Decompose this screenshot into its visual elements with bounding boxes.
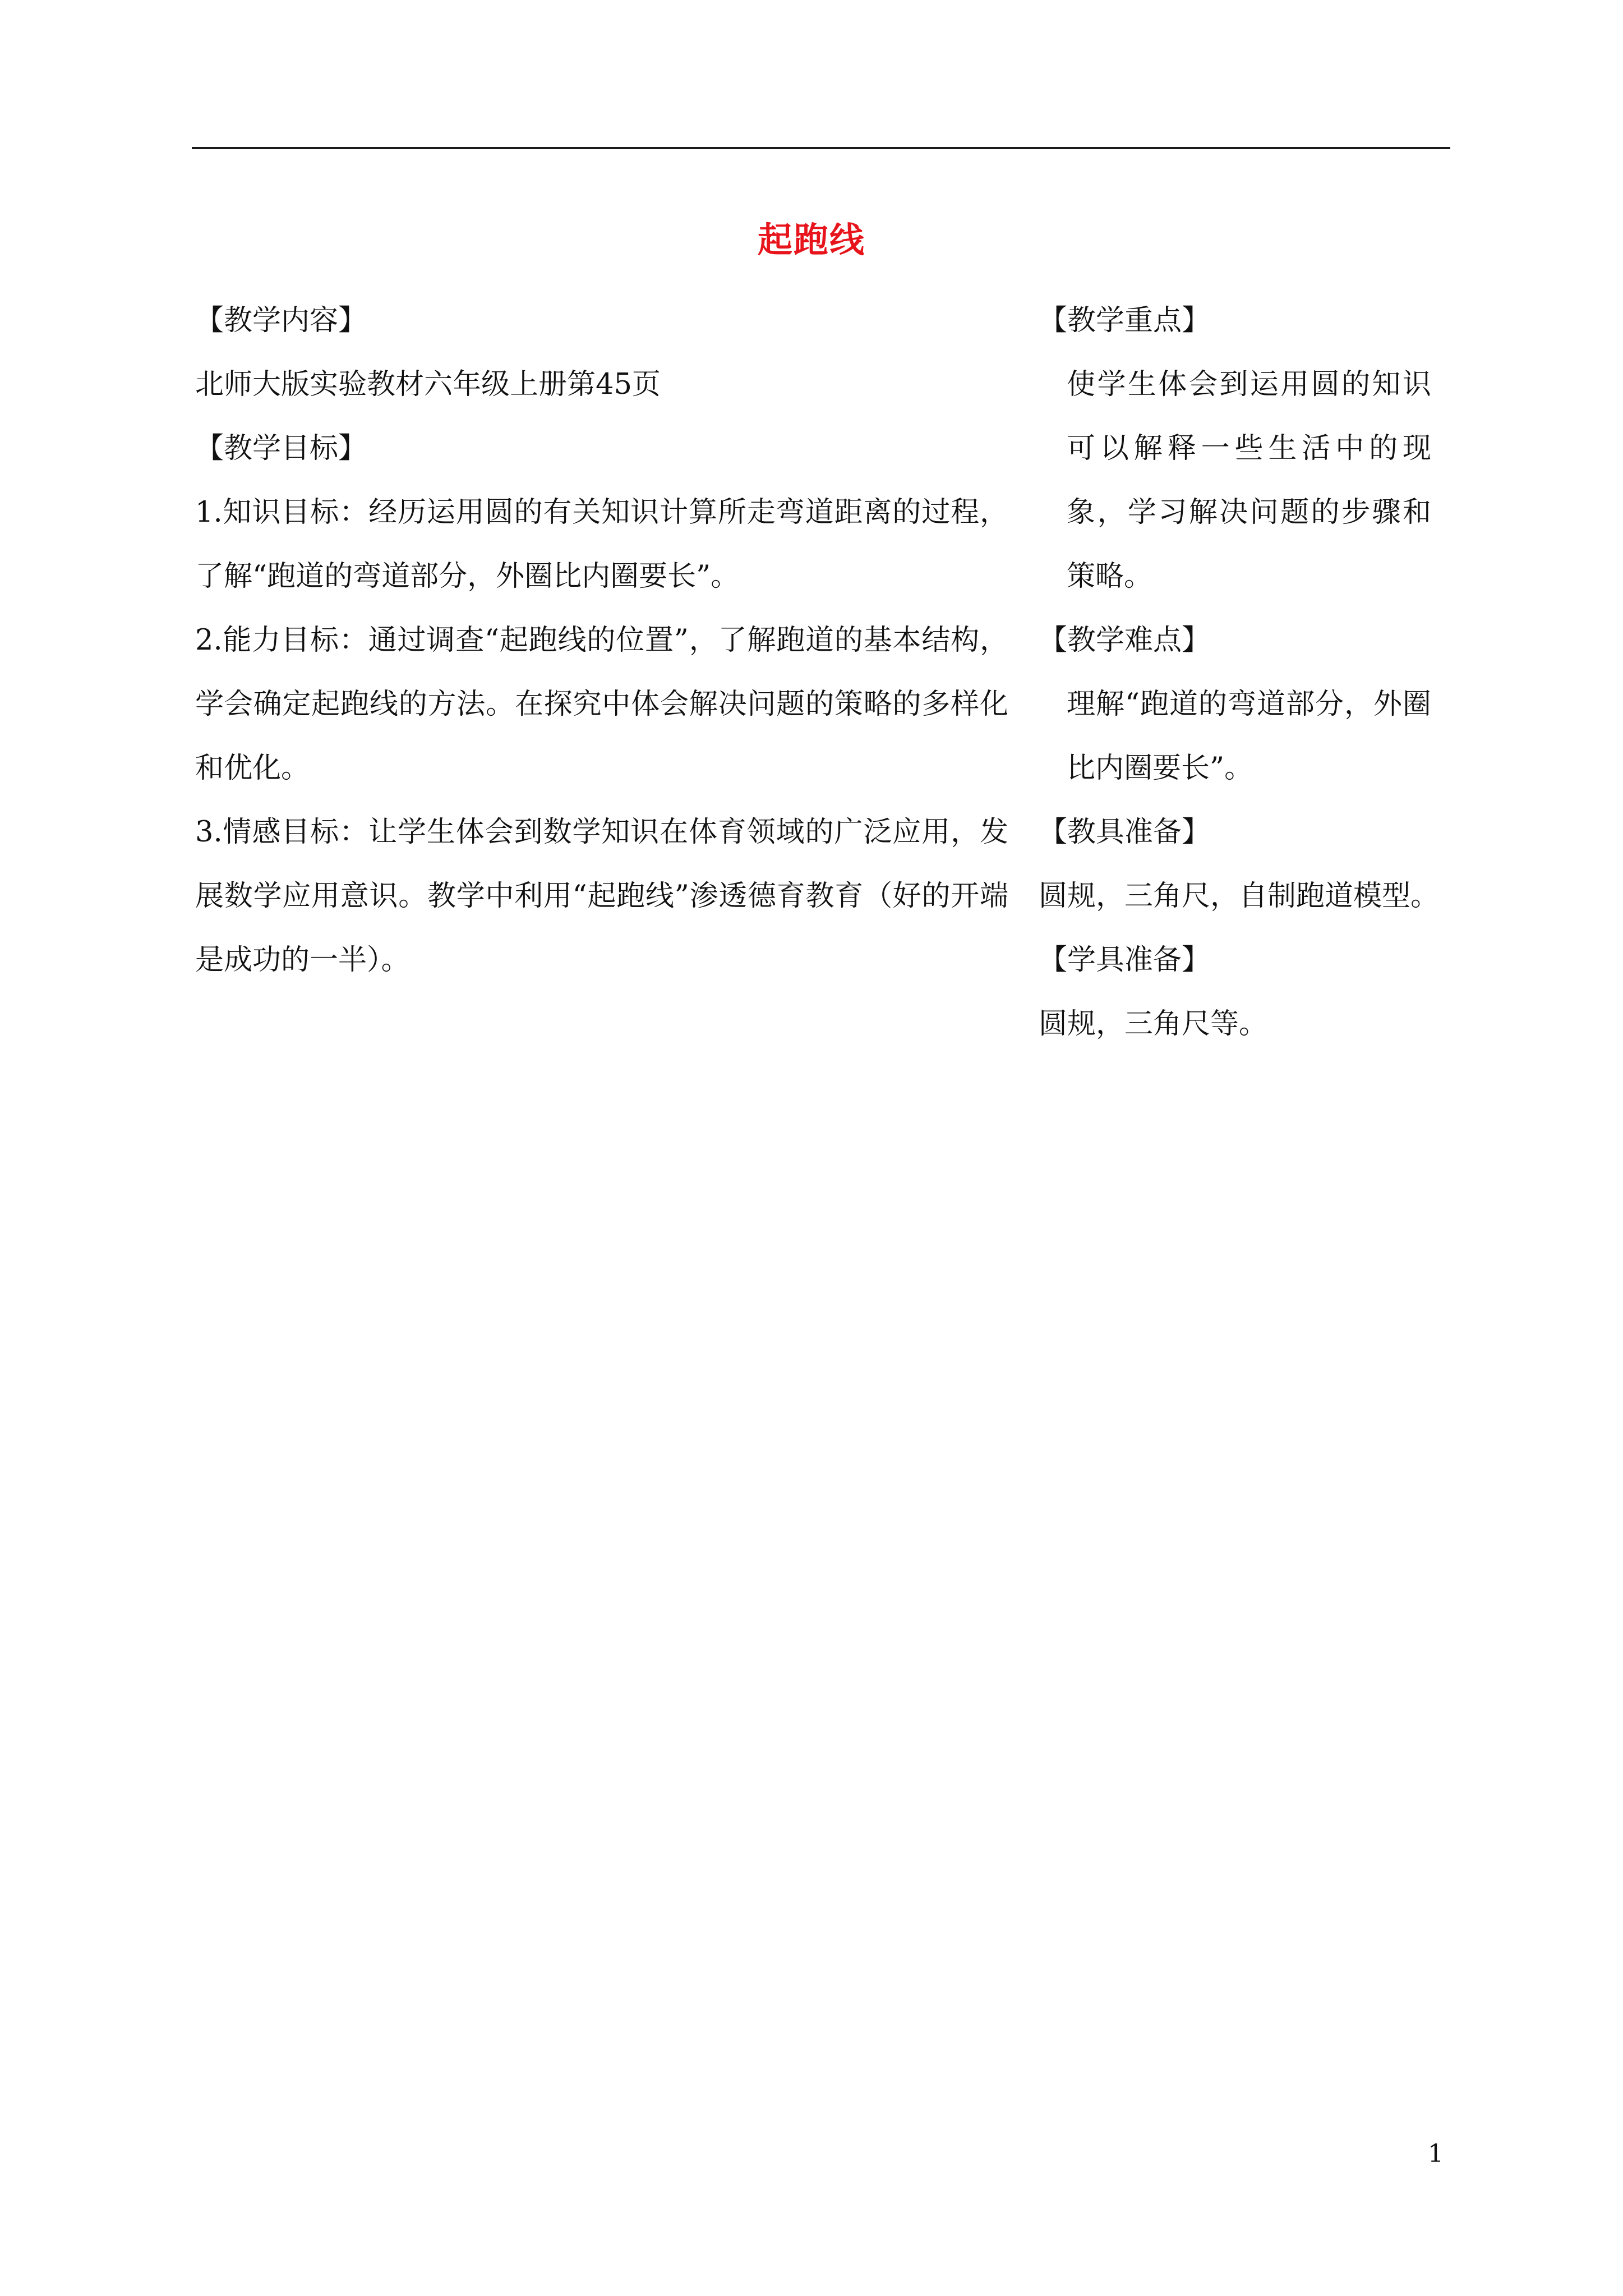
teacher-tools-text: 圆规，三角尺，自制跑道模型。 — [1039, 880, 1440, 913]
teaching-content-text: 北师大版实验教材六年级上册第45页 — [195, 368, 661, 401]
goal-knowledge: 1.知识目标：经历运用圆的有关知识计算所走弯道距离的过程，了解“跑道的弯道部分，外圈比内圈要长”。 — [195, 496, 1008, 593]
student-tools-heading: 【学具准备】 — [1039, 944, 1211, 977]
right-column — [1039, 289, 1440, 1056]
goal-ability: 2.能力目标：通过调查“起跑线的位置”，了解跑道的基本结构，学会确定起跑线的方法。在探究中体会解决问题的策略的多样化和优化。 — [195, 624, 1008, 785]
difficulty-text: 理解“跑道的弯道部分，外圈比内圈要长”。 — [1067, 688, 1431, 785]
key-points-heading: 【教学重点】 — [1039, 304, 1211, 337]
left-column — [195, 289, 1008, 992]
difficulty-heading: 【教学难点】 — [1039, 624, 1211, 657]
key-points-text: 使学生体会到运用圆的知识可以解释一些生活中的现象，学习解决问题的步骤和策略。 — [1067, 368, 1431, 593]
teacher-tools-heading: 【教具准备】 — [1039, 816, 1211, 849]
teaching-content-heading: 【教学内容】 — [195, 304, 367, 337]
page-title: 起跑线 — [757, 219, 865, 260]
header-rule — [192, 147, 1450, 149]
student-tools-text: 圆规，三角尺等。 — [1039, 1007, 1268, 1041]
page-number: 1 — [1428, 2139, 1444, 2168]
teaching-goals-heading: 【教学目标】 — [195, 432, 367, 465]
goal-emotion: 3.情感目标：让学生体会到数学知识在体育领域的广泛应用，发展数学应用意识。教学中利用“起跑线”渗透德育教育（好的开端是成功的一半）。 — [195, 816, 1008, 977]
